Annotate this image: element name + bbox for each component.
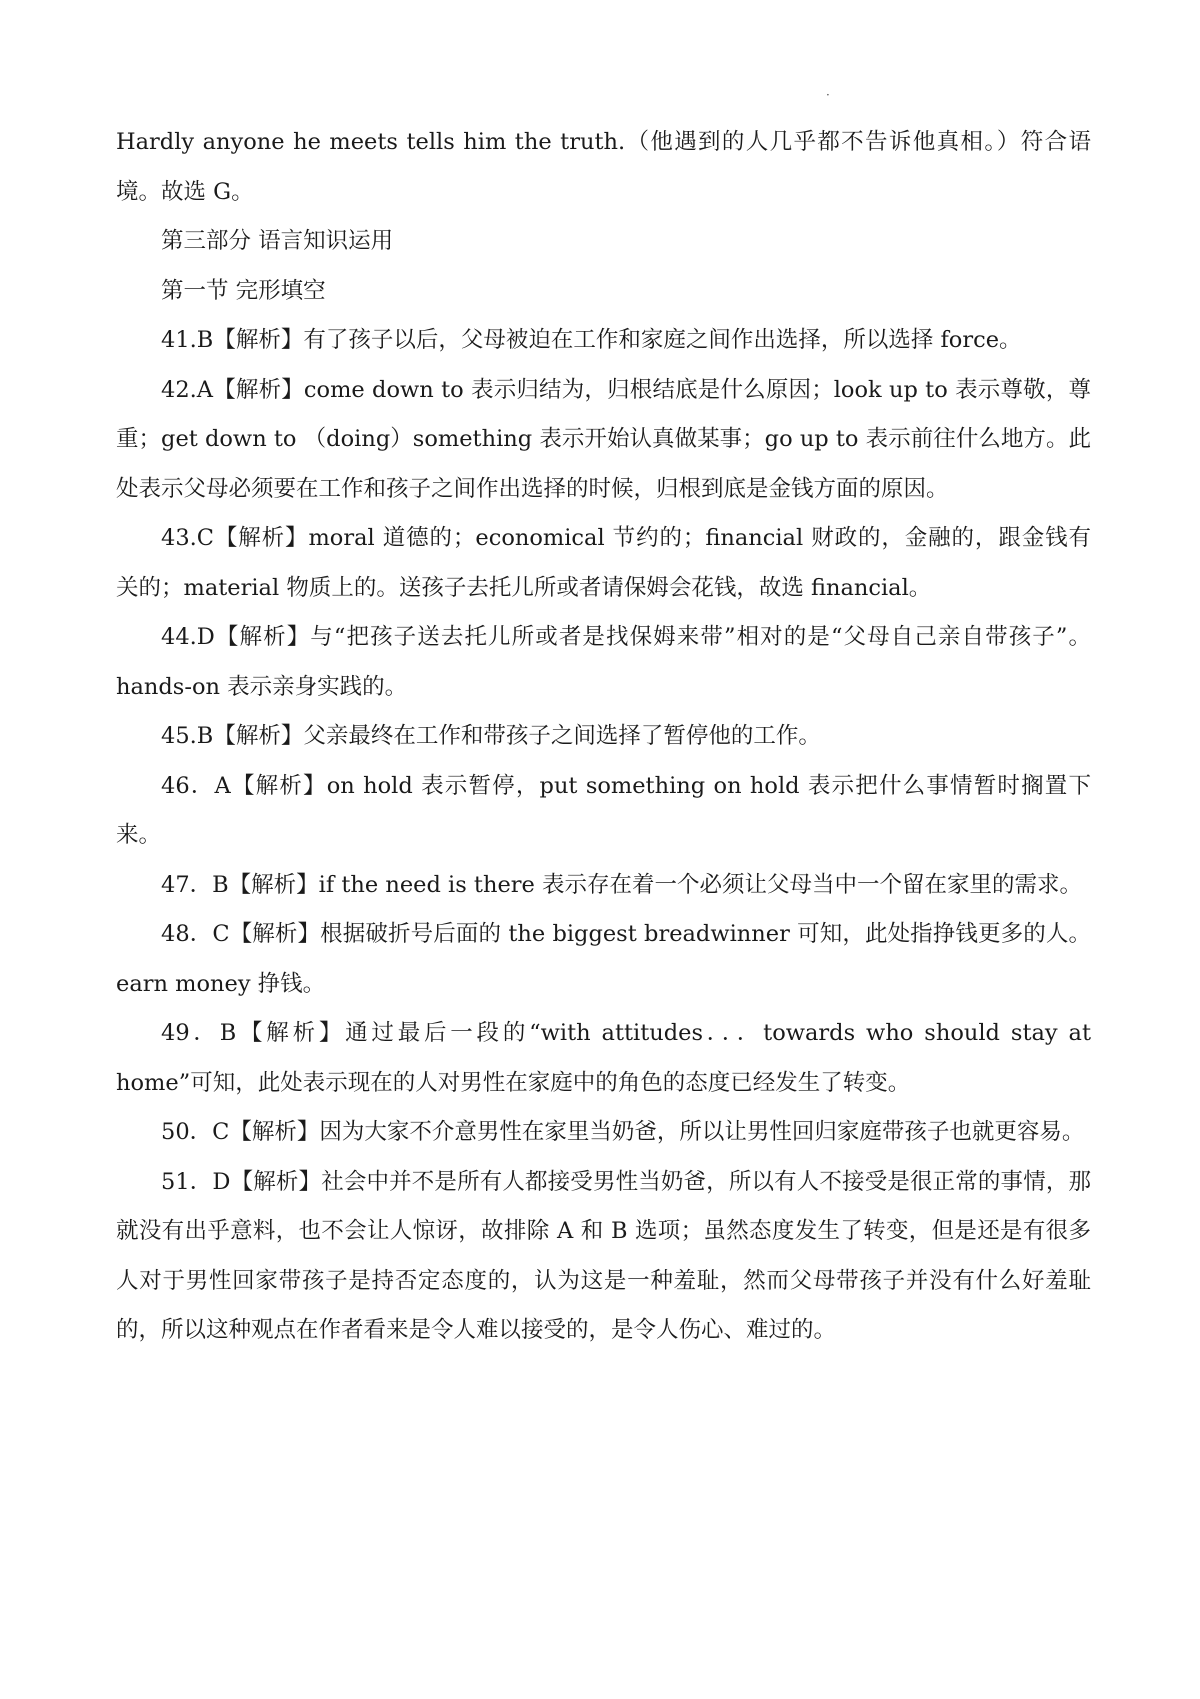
answer-51: 51．D【解析】社会中并不是所有人都接受男性当奶爸，所以有人不接受是很正常的事情，那就没有出乎意料，也不会让人惊讶，故排除 A 和 B 选项；虽然态度发生了转变，但是还是有很多人对于男性回家带孩子是持否定态度的，认为这是一种羞耻，然而父母带孩子并没有什么好羞耻的，所以这种观点在作者看来是令人难以接受的，是令人伤心、难过的。 xyxy=(116,1168,1091,1343)
answer-42: 42.A【解析】come down to 表示归结为，归根结底是什么原因；look up to 表示尊敬，尊重；get down to （doing）something 表示开始认真做某事；go up to 表示前往什么地方。此处表示父母必须要在工作和孩子之间作出选择的时候，归根到底是金钱方面的原因。 xyxy=(116,376,1091,502)
answer-49: 49．B【解析】通过最后一段的“with attitudes．．．towards who should stay at home”可知，此处表示现在的人对男性在家庭中的角色的态度已经发生了转变。 xyxy=(116,1020,1091,1096)
answer-47: 47．B【解析】if the need is there 表示存在着一个必须让父母当中一个留在家里的需求。 xyxy=(161,871,1082,898)
answer-43: 43.C【解析】moral 道德的；economical 节约的；financial 财政的，金融的，跟金钱有关的；material 物质上的。送孩子去托儿所或者请保姆会花钱，故选 financial。 xyxy=(116,525,1091,601)
page-mark: · xyxy=(826,88,830,102)
answer-50: 50．C【解析】因为大家不介意男性在家里当奶爸，所以让男性回归家庭带孩子也就更容易。 xyxy=(161,1119,1085,1145)
answer-48: 48．C【解析】根据破折号后面的 the biggest breadwinner 可知，此处指挣钱更多的人。earn money 挣钱。 xyxy=(116,921,1091,997)
answer-41: 41.B【解析】有了孩子以后，父母被迫在工作和家庭之间作出选择，所以选择 force。 xyxy=(161,327,1022,353)
answer-45: 45.B【解析】父亲最终在工作和带孩子之间选择了暂停他的工作。 xyxy=(161,723,821,749)
answer-46: 46．A【解析】on hold 表示暂停，put something on hold 表示把什么事情暂时搁置下来。 xyxy=(116,772,1091,848)
section-heading: 第三部分 语言知识运用 xyxy=(161,228,394,254)
subsection-heading: 第一节 完形填空 xyxy=(161,277,326,304)
paragraph-continuation: Hardly anyone he meets tells him the truth.（他遇到的人几乎都不告诉他真相。）符合语境。故选 G。 xyxy=(116,129,1091,205)
answer-44: 44.D【解析】与“把孩子送去托儿所或者是找保姆来带”相对的是“父母自己亲自带孩子”。hands-on 表示亲身实践的。 xyxy=(116,624,1091,700)
document-body xyxy=(116,118,1091,1356)
